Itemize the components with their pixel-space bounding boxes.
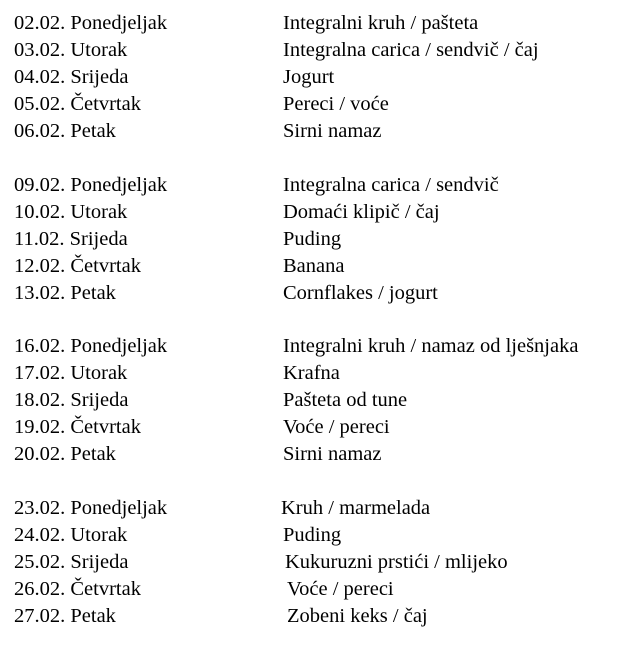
schedule-row [0,10,635,37]
day-label: 20.02. Petak [14,443,116,465]
schedule-row [0,603,635,630]
meal-label: Cornflakes / jogurt [283,282,438,304]
schedule-row [0,576,635,603]
schedule-row [0,253,635,280]
schedule-row [0,118,635,145]
day-label: 06.02. Petak [14,120,116,142]
meal-label: Jogurt [283,66,335,88]
day-label: 19.02. Četvrtak [14,416,141,438]
schedule-row [0,414,635,441]
week-block [0,172,635,307]
meal-label: Domaći klipič / čaj [283,201,440,223]
day-label: 03.02. Utorak [14,39,128,61]
schedule-row [0,495,635,522]
meal-label: Voće / pereci [287,578,394,600]
day-label: 25.02. Srijeda [14,551,129,573]
day-label: 18.02. Srijeda [14,389,129,411]
meal-label: Pašteta od tune [283,389,408,411]
day-label: 24.02. Utorak [14,524,128,546]
meal-label: Integralni kruh / pašteta [283,12,479,34]
day-label: 13.02. Petak [14,282,116,304]
schedule-row [0,199,635,226]
day-label: 23.02. Ponedjeljak [14,497,168,519]
schedule-row [0,172,635,199]
schedule-row [0,333,635,360]
meal-label: Puding [283,524,342,546]
schedule-row [0,441,635,468]
schedule-row [0,91,635,118]
day-label: 09.02. Ponedjeljak [14,174,168,196]
schedule-row [0,387,635,414]
schedule-row [0,360,635,387]
day-label: 10.02. Utorak [14,201,128,223]
week-block [0,333,635,468]
day-label: 16.02. Ponedjeljak [14,335,168,357]
meal-label: Integralna carica / sendvič / čaj [283,39,539,61]
schedule-row [0,522,635,549]
schedule-row [0,549,635,576]
day-label: 27.02. Petak [14,605,116,627]
meal-label: Kukuruzni prstići / mlijeko [285,551,508,573]
meal-label: Zobeni keks / čaj [287,605,428,627]
meal-label: Sirni namaz [283,120,382,142]
meal-label: Krafna [283,362,340,384]
meal-label: Sirni namaz [283,443,382,465]
schedule-row [0,280,635,307]
schedule-row [0,64,635,91]
schedule-row [0,226,635,253]
week-block [0,10,635,145]
schedule-row [0,37,635,64]
meal-label: Pereci / voće [283,93,389,115]
day-label: 05.02. Četvrtak [14,93,141,115]
meal-label: Integralni kruh / namaz od lješnjaka [283,335,579,357]
meal-label: Puding [283,228,342,250]
meal-label: Voće / pereci [283,416,390,438]
meal-label: Banana [283,255,345,277]
week-block [0,495,635,630]
day-label: 26.02. Četvrtak [14,578,141,600]
day-label: 12.02. Četvrtak [14,255,141,277]
meal-label: Integralna carica / sendvič [283,174,499,196]
day-label: 17.02. Utorak [14,362,128,384]
meal-label: Kruh / marmelada [281,497,431,519]
day-label: 11.02. Srijeda [14,228,128,250]
day-label: 04.02. Srijeda [14,66,129,88]
day-label: 02.02. Ponedjeljak [14,12,168,34]
